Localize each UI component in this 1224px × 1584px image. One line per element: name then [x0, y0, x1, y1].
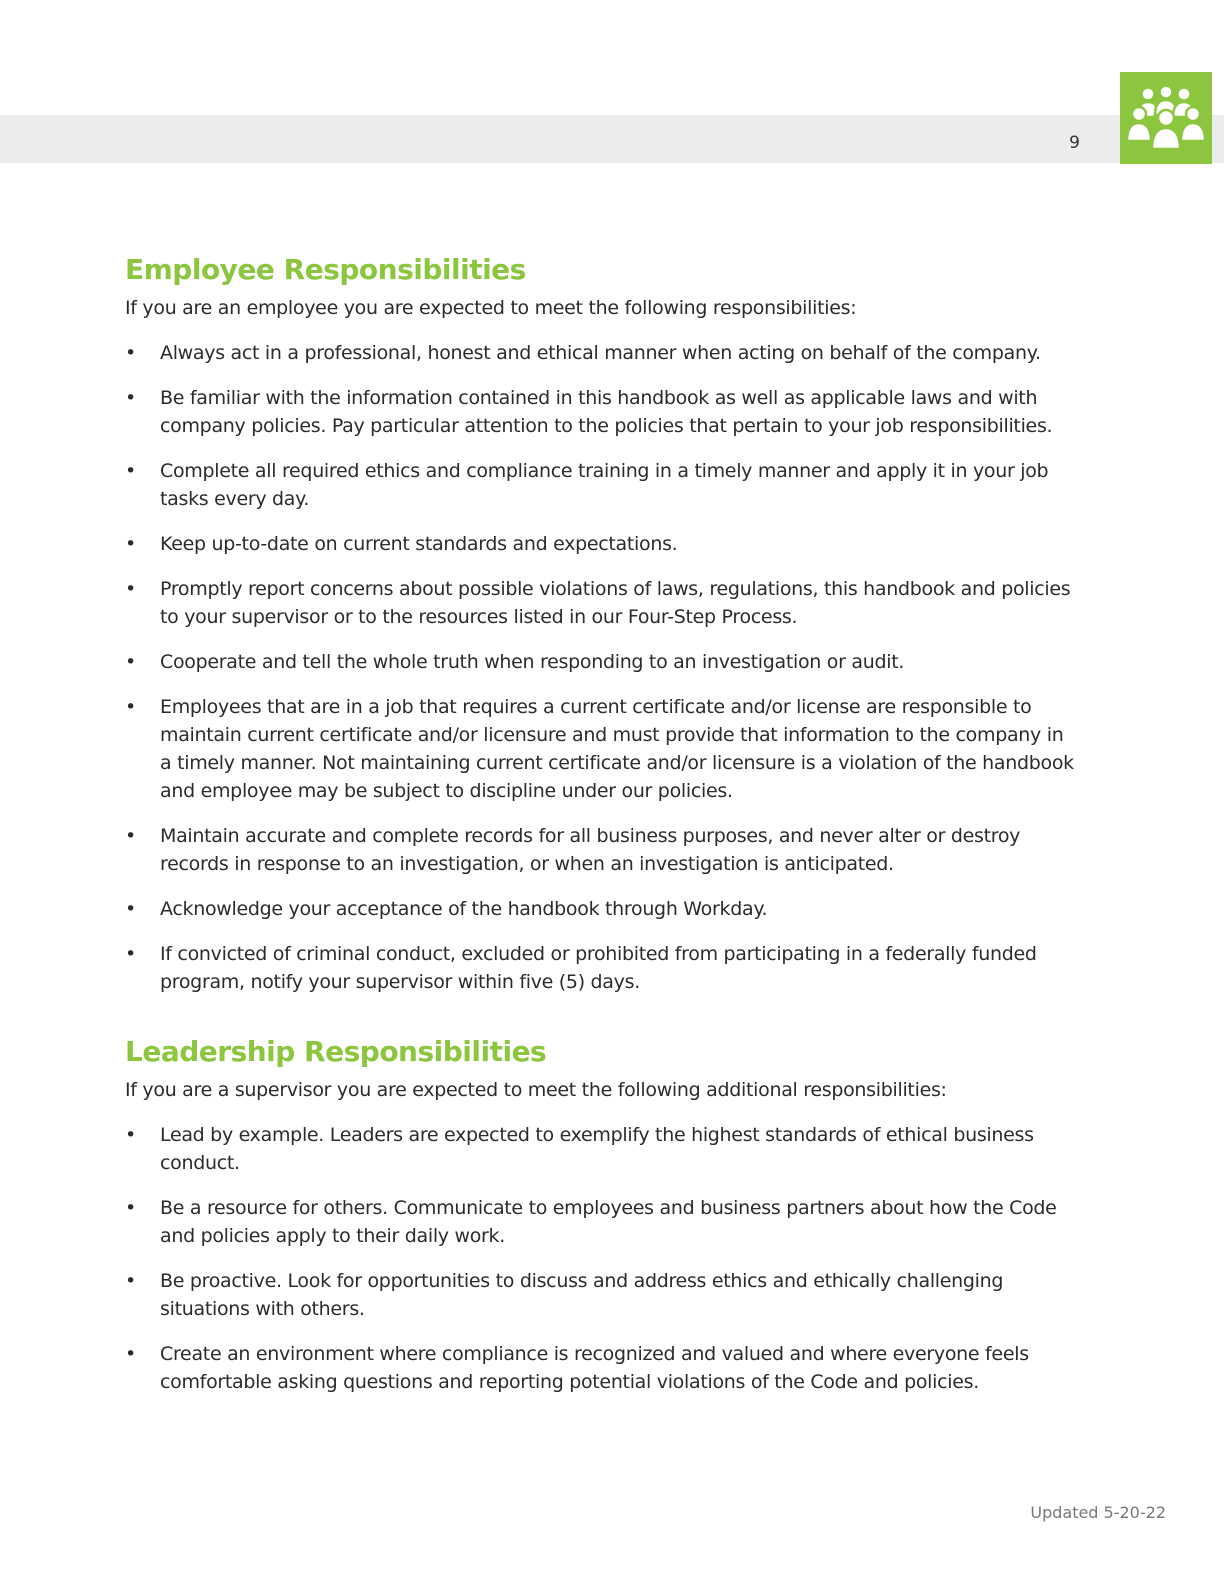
list-item: • Promptly report concerns about possible violations of laws, regulations, this handbook and policies to your supervisor or to the resources listed in our Four-Step Process. [125, 575, 1075, 631]
leadership-responsibilities-list [125, 1121, 1075, 1396]
list-item: • Complete all required ethics and compliance training in a timely manner and apply it in your job tasks every day. [125, 457, 1075, 513]
list-item: • Acknowledge your acceptance of the handbook through Workday. [125, 895, 1075, 923]
people-group-icon [1126, 85, 1206, 151]
list-item: • Be familiar with the information contained in this handbook as well as applicable laws and with company policies. Pay particular attention to the policies that pertain to your job responsibilities. [125, 384, 1075, 440]
list-item: • Cooperate and tell the whole truth when responding to an investigation or audit. [125, 648, 1075, 676]
employee-section-title: Employee Responsibilities [125, 253, 526, 286]
list-item: • Lead by example. Leaders are expected to exemplify the highest standards of ethical business conduct. [125, 1121, 1075, 1177]
list-item: • If convicted of criminal conduct, excluded or prohibited from participating in a federally funded program, notify your supervisor within five (5) days. [125, 940, 1075, 996]
leadership-section-intro: If you are a supervisor you are expected to meet the following additional responsibilities: [125, 1079, 947, 1101]
list-item: • Always act in a professional, honest and ethical manner when acting on behalf of the company. [125, 339, 1075, 367]
section-icon-tile [1120, 72, 1212, 164]
employee-section-intro: If you are an employee you are expected to meet the following responsibilities: [125, 297, 857, 319]
list-item: • Keep up-to-date on current standards and expectations. [125, 530, 1075, 558]
page-content [125, 250, 1075, 1413]
list-item: • Be a resource for others. Communicate to employees and business partners about how the Code and policies apply to their daily work. [125, 1194, 1075, 1250]
employee-responsibilities-list [125, 339, 1075, 996]
employee-responsibilities-section [125, 250, 1075, 996]
updated-date-footer: Updated 5-20-22 [1030, 1503, 1166, 1522]
list-item: • Employees that are in a job that requires a current certificate and/or license are responsible to maintain current certificate and/or licensure and must provide that information to the company in a timely manner. Not maintaining current certificate and/or licensure is a violation of the handbook and employee may be subject to discipline under our policies. [125, 693, 1075, 805]
page-number: 9 [1069, 133, 1080, 153]
list-item: • Create an environment where compliance is recognized and valued and where everyone feels comfortable asking questions and reporting potential violations of the Code and policies. [125, 1340, 1075, 1396]
list-item: • Be proactive. Look for opportunities to discuss and address ethics and ethically challenging situations with others. [125, 1267, 1075, 1323]
leadership-section-title: Leadership Responsibilities [125, 1035, 547, 1068]
list-item: • Maintain accurate and complete records for all business purposes, and never alter or destroy records in response to an investigation, or when an investigation is anticipated. [125, 822, 1075, 878]
leadership-responsibilities-section [125, 1032, 1075, 1396]
